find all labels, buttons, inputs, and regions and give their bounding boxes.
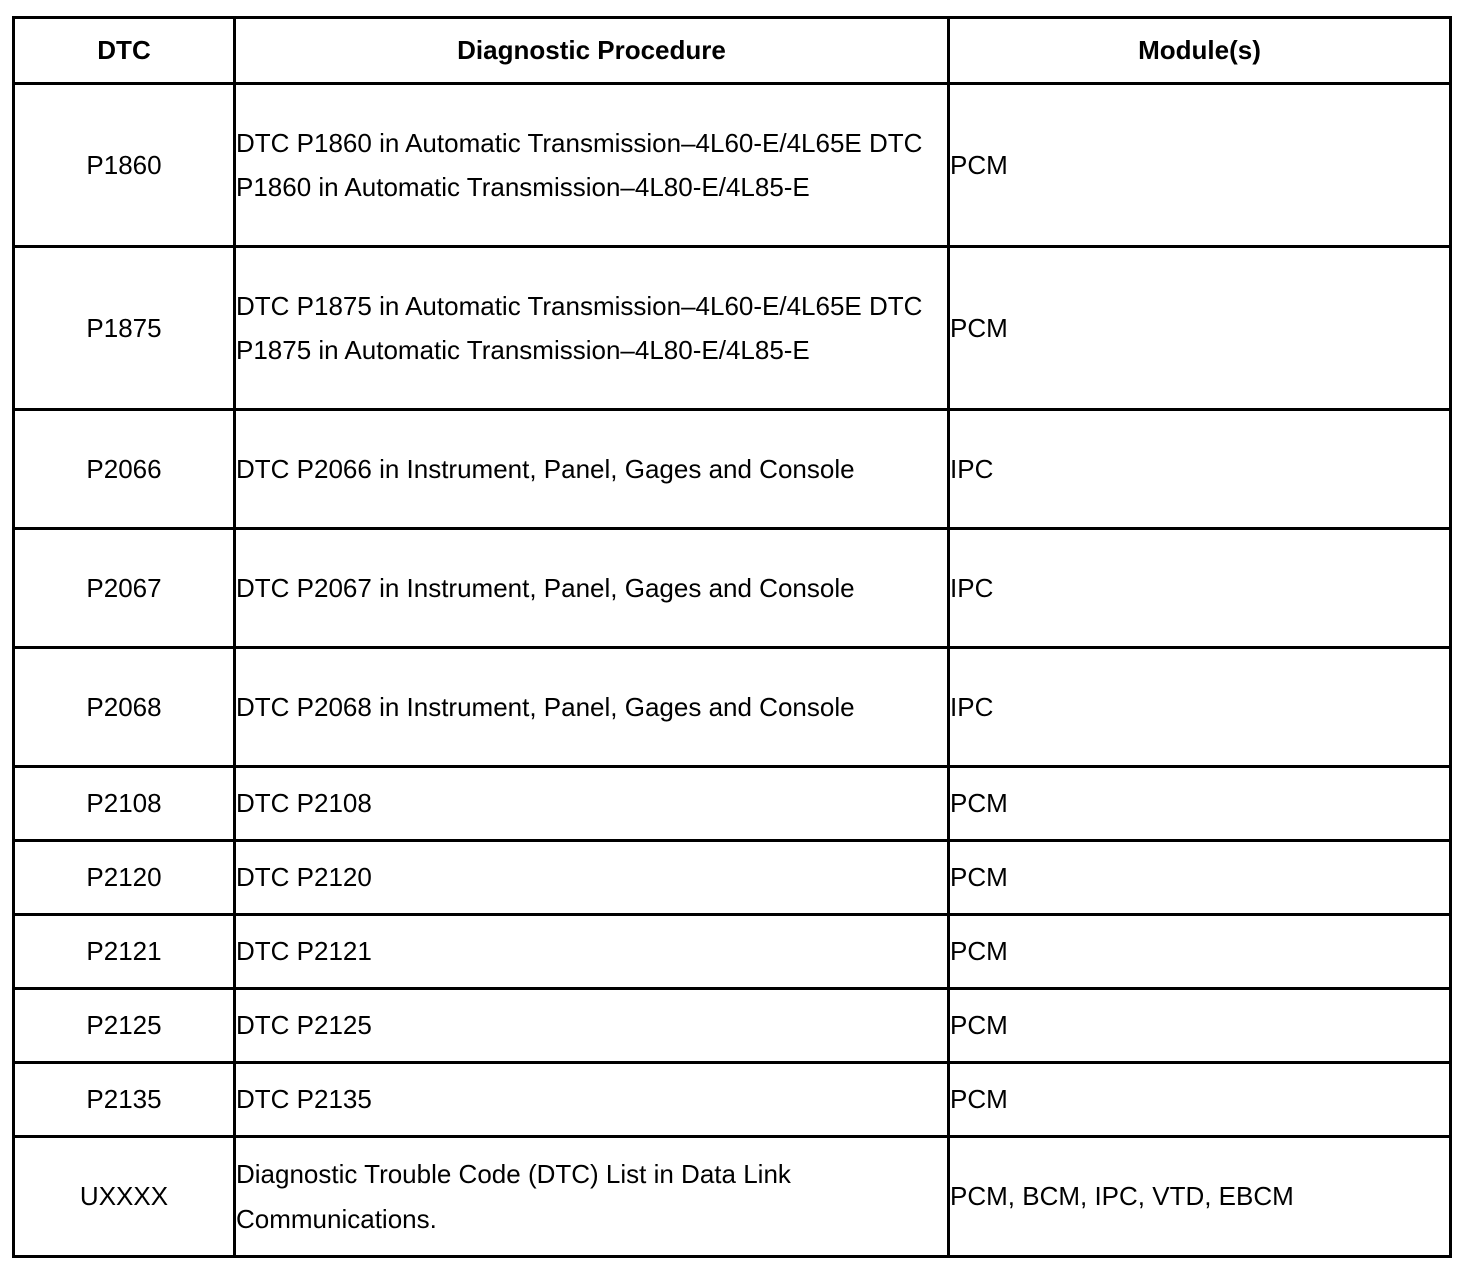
diagnostic-procedure: DTC P2108 xyxy=(235,767,949,841)
dtc-code: P2067 xyxy=(14,529,235,648)
header-modules: Module(s) xyxy=(949,18,1451,84)
dtc-table xyxy=(12,16,1452,1258)
table-row xyxy=(14,841,1451,915)
modules: IPC xyxy=(949,529,1451,648)
modules: PCM xyxy=(949,767,1451,841)
table-row xyxy=(14,989,1451,1063)
dtc-code: P2121 xyxy=(14,915,235,989)
dtc-code: P2120 xyxy=(14,841,235,915)
diagnostic-procedure: DTC P2121 xyxy=(235,915,949,989)
diagnostic-procedure: DTC P2135 xyxy=(235,1063,949,1137)
table-row xyxy=(14,915,1451,989)
diagnostic-procedure: DTC P1875 in Automatic Transmission–4L60-E/4L65E DTC P1875 in Automatic Transmission–4L80-E/4L85-E xyxy=(235,247,949,410)
table-row xyxy=(14,648,1451,767)
header-diagnostic-procedure: Diagnostic Procedure xyxy=(235,18,949,84)
diagnostic-procedure: DTC P2066 in Instrument, Panel, Gages and Console xyxy=(235,410,949,529)
diagnostic-procedure: DTC P2067 in Instrument, Panel, Gages and Console xyxy=(235,529,949,648)
dtc-code: UXXXX xyxy=(14,1137,235,1257)
table-row xyxy=(14,529,1451,648)
diagnostic-procedure: DTC P1860 in Automatic Transmission–4L60-E/4L65E DTC P1860 in Automatic Transmission–4L80-E/4L85-E xyxy=(235,84,949,247)
dtc-code: P2068 xyxy=(14,648,235,767)
header-dtc: DTC xyxy=(14,18,235,84)
diagnostic-procedure: DTC P2125 xyxy=(235,989,949,1063)
dtc-code: P2125 xyxy=(14,989,235,1063)
modules: IPC xyxy=(949,410,1451,529)
table-row xyxy=(14,1137,1451,1257)
modules: PCM, BCM, IPC, VTD, EBCM xyxy=(949,1137,1451,1257)
dtc-code: P1875 xyxy=(14,247,235,410)
modules: PCM xyxy=(949,1063,1451,1137)
modules: PCM xyxy=(949,915,1451,989)
diagnostic-procedure: Diagnostic Trouble Code (DTC) List in Data Link Communications. xyxy=(235,1137,949,1257)
modules: IPC xyxy=(949,648,1451,767)
table-row xyxy=(14,84,1451,247)
table-header-row xyxy=(14,18,1451,84)
dtc-code: P2108 xyxy=(14,767,235,841)
table-row xyxy=(14,247,1451,410)
table-row xyxy=(14,410,1451,529)
dtc-code: P2135 xyxy=(14,1063,235,1137)
modules: PCM xyxy=(949,84,1451,247)
table-row xyxy=(14,767,1451,841)
modules: PCM xyxy=(949,841,1451,915)
dtc-code: P1860 xyxy=(14,84,235,247)
diagnostic-procedure: DTC P2068 in Instrument, Panel, Gages and Console xyxy=(235,648,949,767)
diagnostic-procedure: DTC P2120 xyxy=(235,841,949,915)
modules: PCM xyxy=(949,247,1451,410)
dtc-code: P2066 xyxy=(14,410,235,529)
table-row xyxy=(14,1063,1451,1137)
modules: PCM xyxy=(949,989,1451,1063)
